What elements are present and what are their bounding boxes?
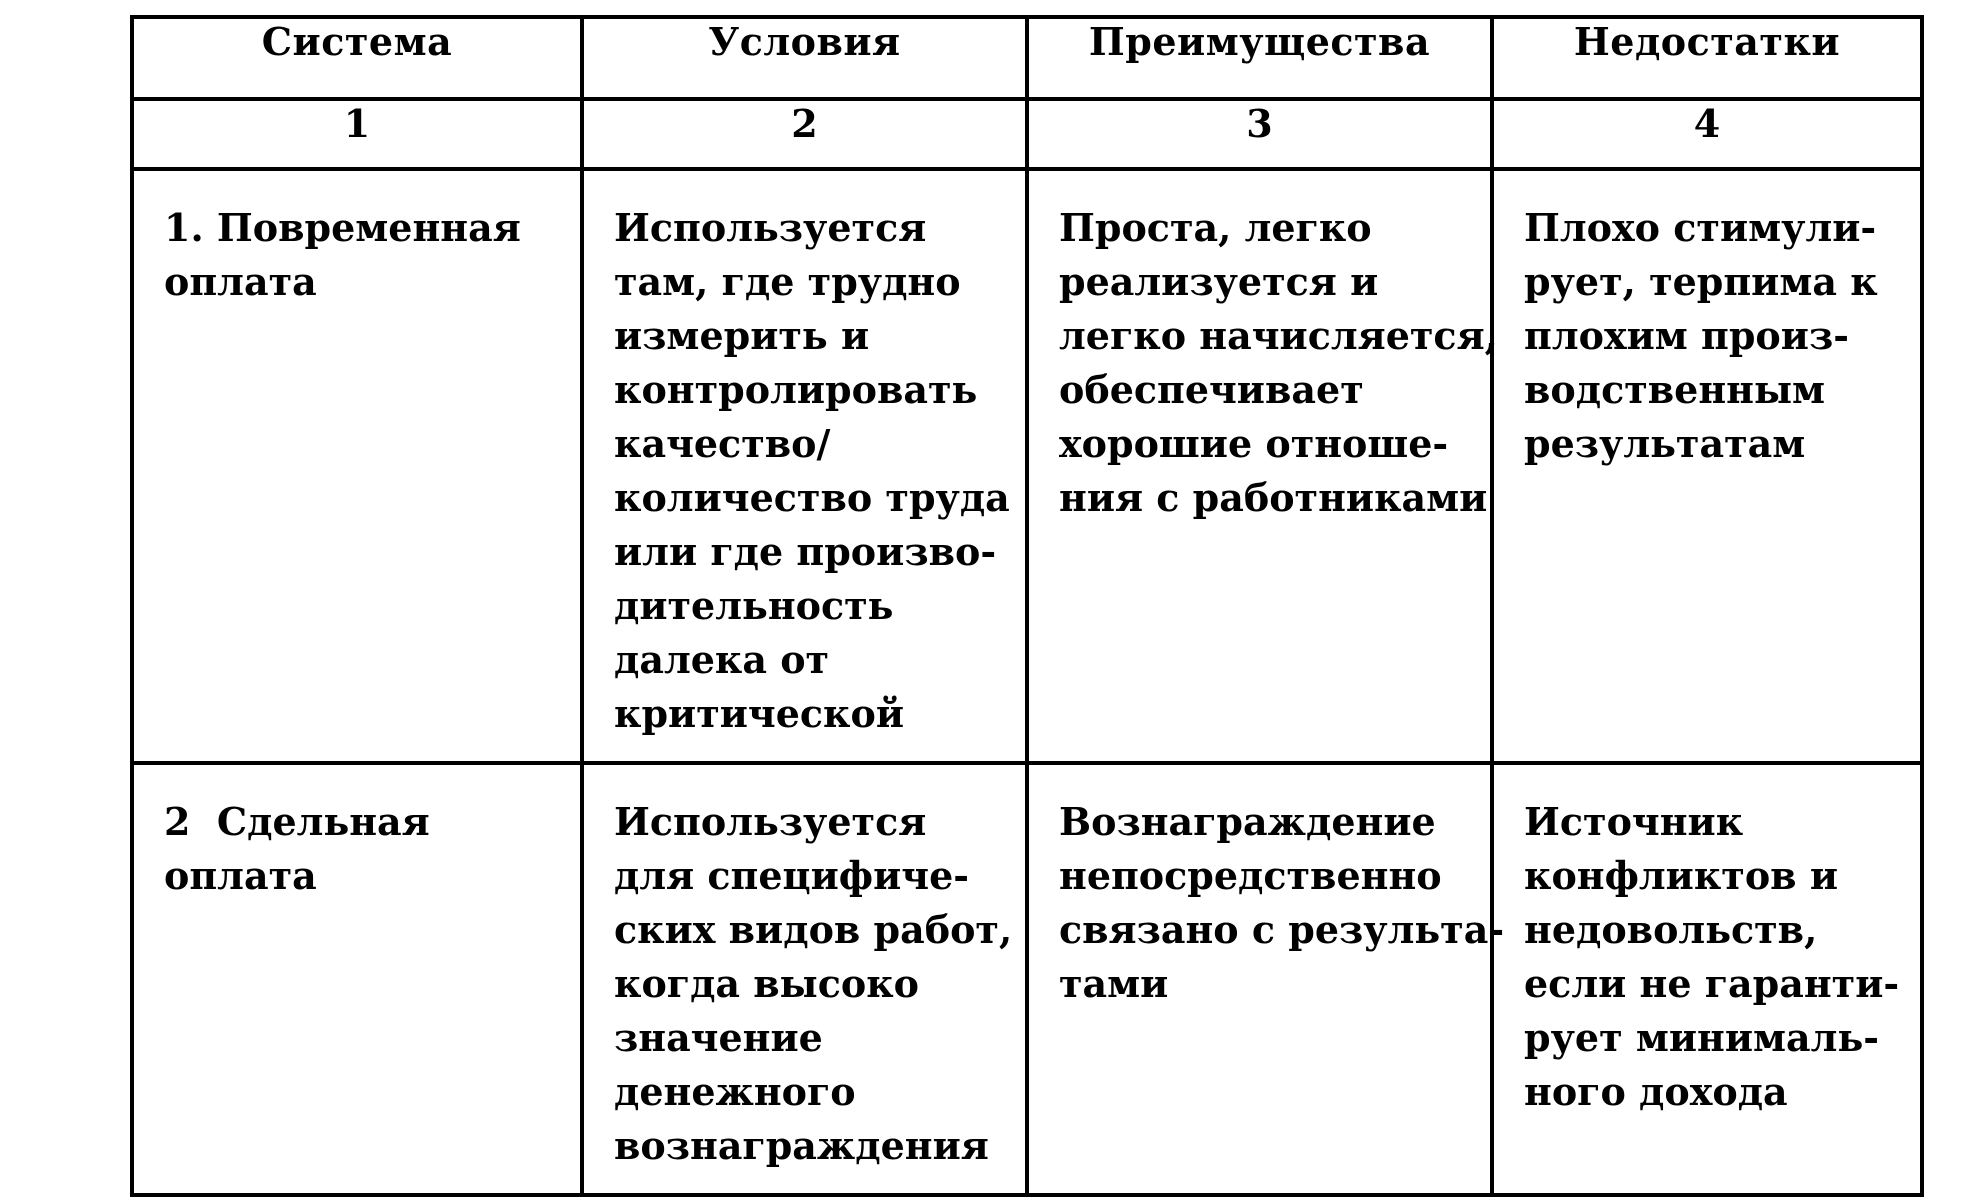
text-line: значение [614,1015,823,1060]
text-line: Используется [614,205,927,250]
text-line: Источник [1524,799,1744,844]
text-line: ских видов работ, [614,907,1013,952]
header-system: Система [132,17,582,99]
text-line: рует, терпима к [1524,259,1878,304]
text-line: конфликтов и [1524,853,1839,898]
header-conditions: Условия [582,17,1027,99]
text-line: количество труда [614,475,1010,520]
text-line: Используется [614,799,927,844]
text-line: Плохо стимули- [1524,205,1877,250]
column-number-2: 2 [582,99,1027,169]
text-line: результатам [1524,421,1806,466]
cell-conditions [582,763,1027,1195]
text-line: Вознаграждение [1059,799,1436,844]
table-row-piece-rate-pay [132,763,1922,1195]
text-line: измерить и [614,313,870,358]
text-line: водственным [1524,367,1826,412]
column-number-4: 4 [1492,99,1922,169]
cell-system [132,763,582,1195]
table-row-time-based-pay [132,169,1922,763]
text-line: или где произво- [614,529,997,574]
text-line: если не гаранти- [1524,961,1900,1006]
text-line: оплата [164,259,317,304]
text-line: недовольств, [1524,907,1818,952]
cell-advantages [1027,169,1498,763]
text-line: рует минималь- [1524,1015,1880,1060]
header-advantages: Преимущества [1027,17,1492,99]
text-line: реализуется и [1059,259,1379,304]
text-line: плохим произ- [1524,313,1849,358]
text-line: легко начисляется, [1059,313,1498,358]
cell-conditions [582,169,1027,763]
text-line: непосредственно [1059,853,1442,898]
column-number-1: 1 [132,99,582,169]
text-line: далека от [614,637,830,682]
text-line: для специфиче- [614,853,970,898]
text-line: оплата [164,853,317,898]
text-line: хорошие отноше- [1059,421,1449,466]
text-line: ния с работниками [1059,475,1488,520]
text-line: ного дохода [1524,1069,1788,1114]
text-line: когда высоко [614,961,920,1006]
header-row [132,17,1922,99]
text-line: связано с результа- [1059,907,1505,952]
text-line: обеспечивает [1059,367,1364,412]
cell-system [132,169,582,763]
cell-disadvantages [1492,169,1922,763]
text-line: 2 Сдельная [164,799,430,844]
text-line: Проста, легко [1059,205,1372,250]
text-line: критической [614,691,905,736]
header-disadvantages: Недостатки [1492,17,1922,99]
payment-systems-table [130,15,1924,1197]
text-line: там, где трудно [614,259,961,304]
text-line: вознаграждения [614,1123,989,1168]
text-line: 1. Повременная [164,205,521,250]
cell-advantages [1027,763,1505,1195]
text-line: дительность [614,583,894,628]
cell-disadvantages [1492,763,1922,1195]
payment-systems-table-container [130,15,1920,1197]
column-number-3: 3 [1027,99,1492,169]
text-line: качество/ [614,421,831,466]
text-line: тами [1059,961,1169,1006]
text-line: денежного [614,1069,856,1114]
text-line: контролировать [614,367,978,412]
column-number-row [132,99,1922,169]
